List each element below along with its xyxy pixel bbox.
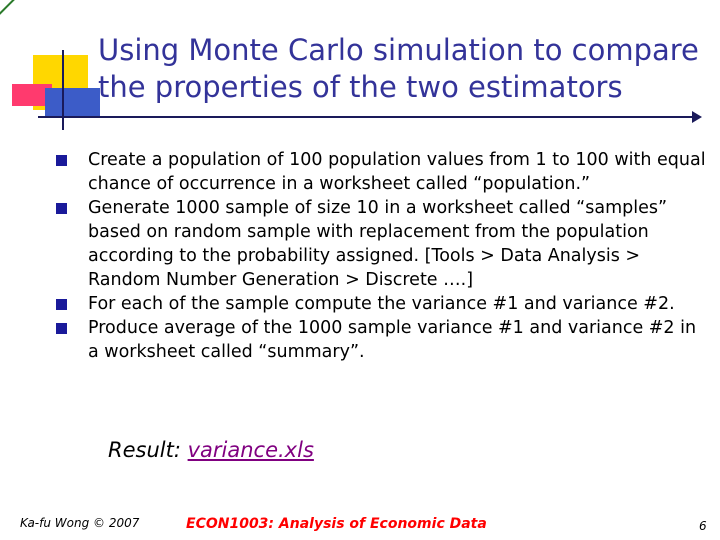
square-bullet-icon bbox=[56, 299, 67, 310]
square-bullet-icon bbox=[56, 323, 67, 334]
footer-author: Ka-fu Wong © 2007 bbox=[20, 516, 140, 530]
bullet-text: Generate 1000 sample of size 10 in a worksheet called “samples” based on random sample with replacement from the population according to the probability assigned. [Tools > Data Analysis > Random Number Generation > Discrete ….] bbox=[88, 198, 668, 290]
square-bullet-icon bbox=[56, 203, 67, 214]
bullet-text: Create a population of 100 population values from 1 to 100 with equal chance of occurrence in a worksheet called “population.” bbox=[88, 150, 706, 194]
bullet-item bbox=[56, 148, 706, 196]
title-underline-rule bbox=[38, 116, 696, 118]
result-line bbox=[108, 436, 314, 464]
bullet-item bbox=[56, 292, 706, 316]
bullet-list bbox=[56, 148, 706, 364]
rule-arrowhead-icon bbox=[692, 111, 702, 123]
page-number: 6 bbox=[699, 519, 707, 533]
slide-title: Using Monte Carlo simulation to compare the properties of the two estimators bbox=[98, 33, 699, 104]
bullet-item bbox=[56, 316, 706, 364]
corner-fold-decoration bbox=[0, 0, 30, 30]
result-file-link[interactable]: variance.xls bbox=[187, 438, 314, 462]
square-bullet-icon bbox=[56, 155, 67, 166]
result-label: Result: bbox=[108, 438, 188, 462]
title-decoration-blue-block bbox=[45, 88, 100, 116]
bullet-text: Produce average of the 1000 sample variance #1 and variance #2 in a worksheet called “summary”. bbox=[88, 318, 697, 362]
bullet-text: For each of the sample compute the variance #1 and variance #2. bbox=[88, 294, 675, 314]
footer-course-title: ECON1003: Analysis of Economic Data bbox=[186, 516, 487, 532]
bullet-item bbox=[56, 196, 706, 292]
title-decoration-vertical-line bbox=[62, 50, 64, 130]
